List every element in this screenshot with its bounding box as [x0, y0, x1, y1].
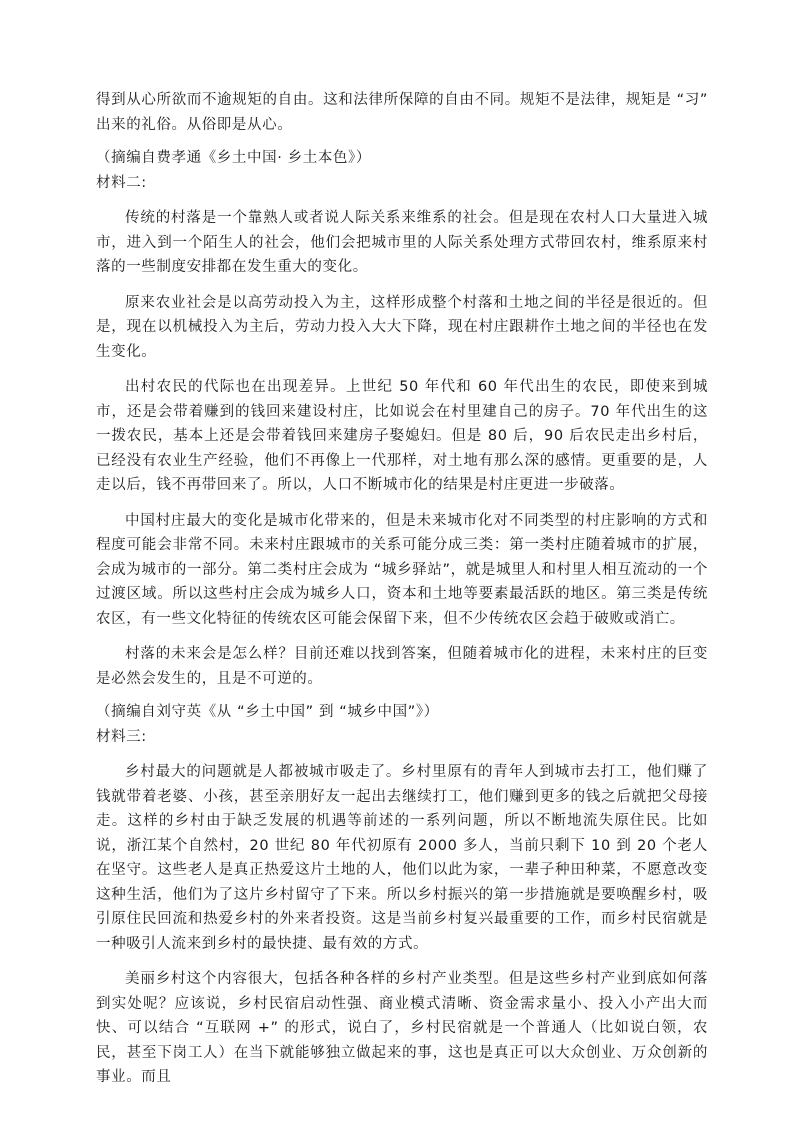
- material-2-paragraph: 中国村庄最大的变化是城市化带来的，但是未来城市化对不同类型的村庄影响的方式和程度可能会非常不同。未来村庄跟城市的关系可能分成三类：第一类村庄随着城市的扩展，会成为城市的一部分。第二类村庄会成为 “城乡驿站”，就是城里人和村里人相互流动的一个过渡区域。所以这些村庄会成为城乡人口，资本和土地等要素最活跃的地区。第三类是传统农区，有一些文化特征的传统农区可能会保留下来，但不少传统农区会趋于破败或消亡。: [96, 512, 708, 627]
- material-2-paragraph: 传统的村落是一个靠熟人或者说人际关系来维系的社会。但是现在农村人口大量进入城市，进入到一个陌生人的社会，他们会把城市里的人际关系处理方式带回农村，维系原来村落的一些制度安排都在发生重大的变化。: [96, 210, 708, 275]
- material-1-source: （摘编自费孝通《乡土中国· 乡土本色》）: [96, 150, 371, 166]
- material-2-label: 材料二:: [96, 174, 147, 191]
- material-3-paragraph: 乡村最大的问题就是人都被城市吸走了。乡村里原有的青年人到城市去打工，他们赚了钱就带着老婆、小孩，甚至亲朋好友一起出去继续打工，他们赚到更多的钱之后就把父母接走。这样的乡村由于缺乏发展的机遇等前述的一系列问题，所以不断地流失原住民。比如说，浙江某个自然村，20 世纪 80 年代初原有 2000 多人，当前只剩下 10 到 20 个老人在坚守。这些老人是真正热爱这片土地的人，他们以此为家，一辈子种田种菜，不愿意改变这种生活，他们为了这片乡村留守了下来。所以乡村振兴的第一步措施就是要唤醒乡村，吸引原住民回流和热爱乡村的外来者投资。这是当前乡村复兴最重要的工作，而乡村民宿就是一种吸引人流来到乡村的最快捷、最有效的方式。: [96, 764, 708, 952]
- material-3-label: 材料三:: [96, 728, 147, 745]
- material-2-paragraph: 出村农民的代际也在出现差异。上世纪 50 年代和 60 年代出生的农民，即使来到城市，还是会带着赚到的钱回来建设村庄，比如说会在村里建自己的房子。70 年代出生的这一拨农民，基本上还是会带着钱回来建房子娶媳妇。但是 80 后，90 后农民走出乡村后，已经没有农业生产经验，他们不再像上一代那样，对土地有那么深的感情。更重要的是，人走以后，钱不再带回来了。所以，人口不断城市化的结果是村庄更进一步破落。: [96, 379, 708, 493]
- material-2-paragraph: 村落的未来会是怎么样？目前还难以找到答案，但随着城市化的进程，未来村庄的巨变是必然会发生的，且是不可逆的。: [96, 646, 708, 687]
- material-2-paragraph: 原来农业社会是以高劳动投入为主，这样形成整个村落和土地之间的半径是很近的。但是，现在以机械投入为主后，劳动力投入大大下降，现在村庄跟耕作土地之间的半径也在发生变化。: [96, 294, 708, 360]
- material-2-source: （摘编自刘守英《从 “乡土中国” 到 “城乡中国”》）: [96, 704, 439, 720]
- document-page: [96, 88, 708, 1090]
- material-1-tail-paragraph: 得到从心所欲而不逾规矩的自由。这和法律所保障的自由不同。规矩不是法律，规矩是 “习” 出来的礼俗。从俗即是从心。: [96, 92, 708, 133]
- material-3-paragraph: 美丽乡村这个内容很大，包括各种各样的乡村产业类型。但是这些乡村产业到底如何落到实处呢？应该说，乡村民宿启动性强、商业模式清晰、资金需求量小、投入小产出大而快、可以结合 “互联网 +” 的形式，说白了，乡村民宿就是一个普通人（比如说白领，农民，甚至下岗工人）在当下就能够独立做起来的事，这也是真正可以大众创业、万众创新的事业。而且: [96, 971, 708, 1085]
